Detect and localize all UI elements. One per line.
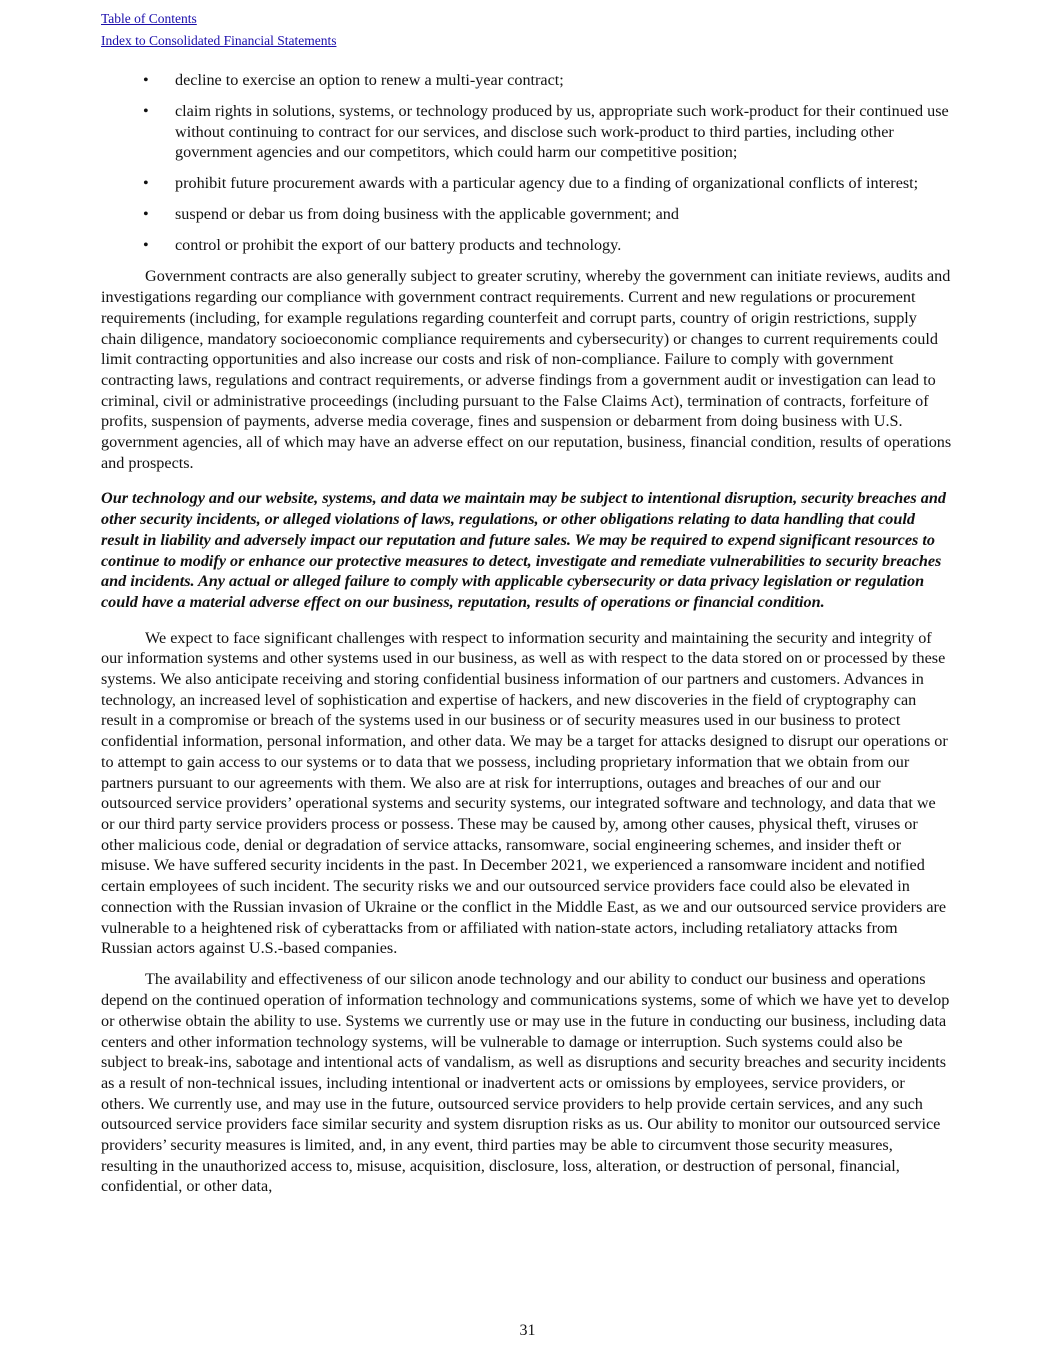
technology-availability-paragraph: The availability and effectiveness of our silicon anode technology and our ability to conduct our business and operations depend on the continued operation of information technology and communications systems, some of which we have yet to develop or otherwise obtain the ability to use. Systems we currently use or may use in the future in conducting our business, including data centers and other information technology systems, will be vulnerable to damage or interruption. Such systems could also be subject to break-ins, sabotage and intentional acts of vandalism, as well as disruptions and security breaches and security incidents as a result of non-technical issues, including intentional or inadvertent acts or omissions by employees, service providers, or others. We currently use, and may use in the future, outsourced service providers to help provide certain services, and any such outsourced service providers face similar security and system disruption risks as us. Our ability to monitor our outsourced service providers’ security measures is limited, and, in any event, third parties may be able to circumvent those security measures, resulting in the unauthorized access to, misuse, acquisition, disclosure, loss, alteration, or destruction of personal, financial, confidential, or other data, bbox=[101, 970, 950, 1196]
bullet-list bbox=[101, 70, 952, 256]
bullet-text: control or prohibit the export of our battery products and technology. bbox=[175, 236, 622, 255]
table-of-contents-link[interactable]: Table of Contents bbox=[101, 11, 197, 26]
index-financial-statements-link[interactable]: Index to Consolidated Financial Statements bbox=[101, 33, 337, 48]
top-navigation bbox=[101, 8, 336, 52]
list-item bbox=[101, 173, 952, 194]
government-contracts-paragraph: Government contracts are also generally subject to greater scrutiny, whereby the government can initiate reviews, audits and investigations regarding our compliance with government contract requirements. Current and new regulations or procurement requirements (including, for example regulations regarding counterfeit and corrupt parts, country of origin restrictions, supply chain diligence, mandatory socioeconomic compliance requirements and cybersecurity) or changes to current requirements could limit contracting opportunities and also increase our costs and risk of non-compliance. Failure to comply with government contracting laws, regulations and contract requirements, or adverse findings from a government audit or investigation can lead to criminal, civil or administrative proceedings (including pursuant to the False Claims Act), termination of contracts, forfeiture of profits, suspension of payments, adverse media coverage, fines and suspension or debarment from doing business with U.S. government agencies, all of which may have an adverse effect on our reputation, business, financial condition, results of operations and prospects. bbox=[101, 267, 952, 472]
bullet-marker: • bbox=[143, 236, 149, 255]
list-item bbox=[101, 235, 952, 256]
bullet-marker: • bbox=[143, 102, 149, 120]
page-number: 31 bbox=[519, 1322, 536, 1339]
bullet-marker: • bbox=[143, 174, 149, 193]
bullet-marker: • bbox=[143, 205, 149, 224]
list-item bbox=[101, 70, 952, 91]
list-item bbox=[101, 204, 952, 225]
bullet-text: prohibit future procurement awards with a particular agency due to a finding of organizational conflicts of interest; bbox=[175, 174, 919, 193]
bullet-text: suspend or debar us from doing business with the applicable government; and bbox=[175, 205, 679, 224]
information-security-paragraph: We expect to face significant challenges with respect to information security and maintaining the security and integrity of our information systems and other systems used in our business, as well as with respect to the data stored on or processed by these systems. We also anticipate receiving and storing confidential business information of our partners and customers. Advances in technology, an increased level of sophistication and expertise of hackers, and new discoveries in the field of cryptography can result in a compromise or breach of the systems used in our business or of security measures used in our business to protect confidential information, personal information, and other data. We may be a target for attacks designed to disrupt our operations or to attempt to gain access to our systems or to data that we possess, including proprietary information that we obtain from our partners pursuant to our agreements with them. We also are at risk for interruptions, outages and breaches of our and our outsourced service providers’ operational systems and security systems, our integrated software and technology, and data that we or our third party service providers process or possess. These may be caused by, among other causes, physical theft, viruses or other malicious code, denial or degradation of service attacks, ransomware, social engineering schemes, and insider theft or misuse. We have suffered security incidents in the past. In December 2021, we experienced a ransomware incident and notified certain employees of such incident. The security risks we and our outsourced service providers face could also be elevated in connection with the Russian invasion of Ukraine or the conflict in the Middle East, as we and our outsourced service providers are vulnerable to a heightened risk of cyberattacks from or affiliated with nation-state actors, including retaliatory attacks from Russian actors against U.S.-based companies. bbox=[101, 628, 948, 958]
list-item bbox=[101, 101, 952, 163]
risk-factor-heading: Our technology and our website, systems, and data we maintain may be subject to intentional disruption, security breaches and other security incidents, or alleged violations of laws, regulations, or other obligations relating to data handling that could result in liability and adversely impact our reputation and future sales. We may be required to expend significant resources to continue to modify or enhance our protective measures to detect, investigate and remediate vulnerabilities to security breaches and incidents. Any actual or alleged failure to comply with applicable cybersecurity or data privacy legislation or regulation could have a material adverse effect on our business, reputation, results of operations or financial condition. bbox=[101, 489, 946, 611]
document-body bbox=[101, 70, 952, 1208]
bullet-marker: • bbox=[143, 71, 149, 89]
bullet-text: claim rights in solutions, systems, or technology produced by us, appropriate such work-product for their continued use without continuing to contract for our services, and disclose such work-product to third parties, including other government agencies and our competitors, which could harm our competitive position; bbox=[175, 102, 949, 162]
bullet-text: decline to exercise an option to renew a multi-year contract; bbox=[175, 71, 564, 89]
